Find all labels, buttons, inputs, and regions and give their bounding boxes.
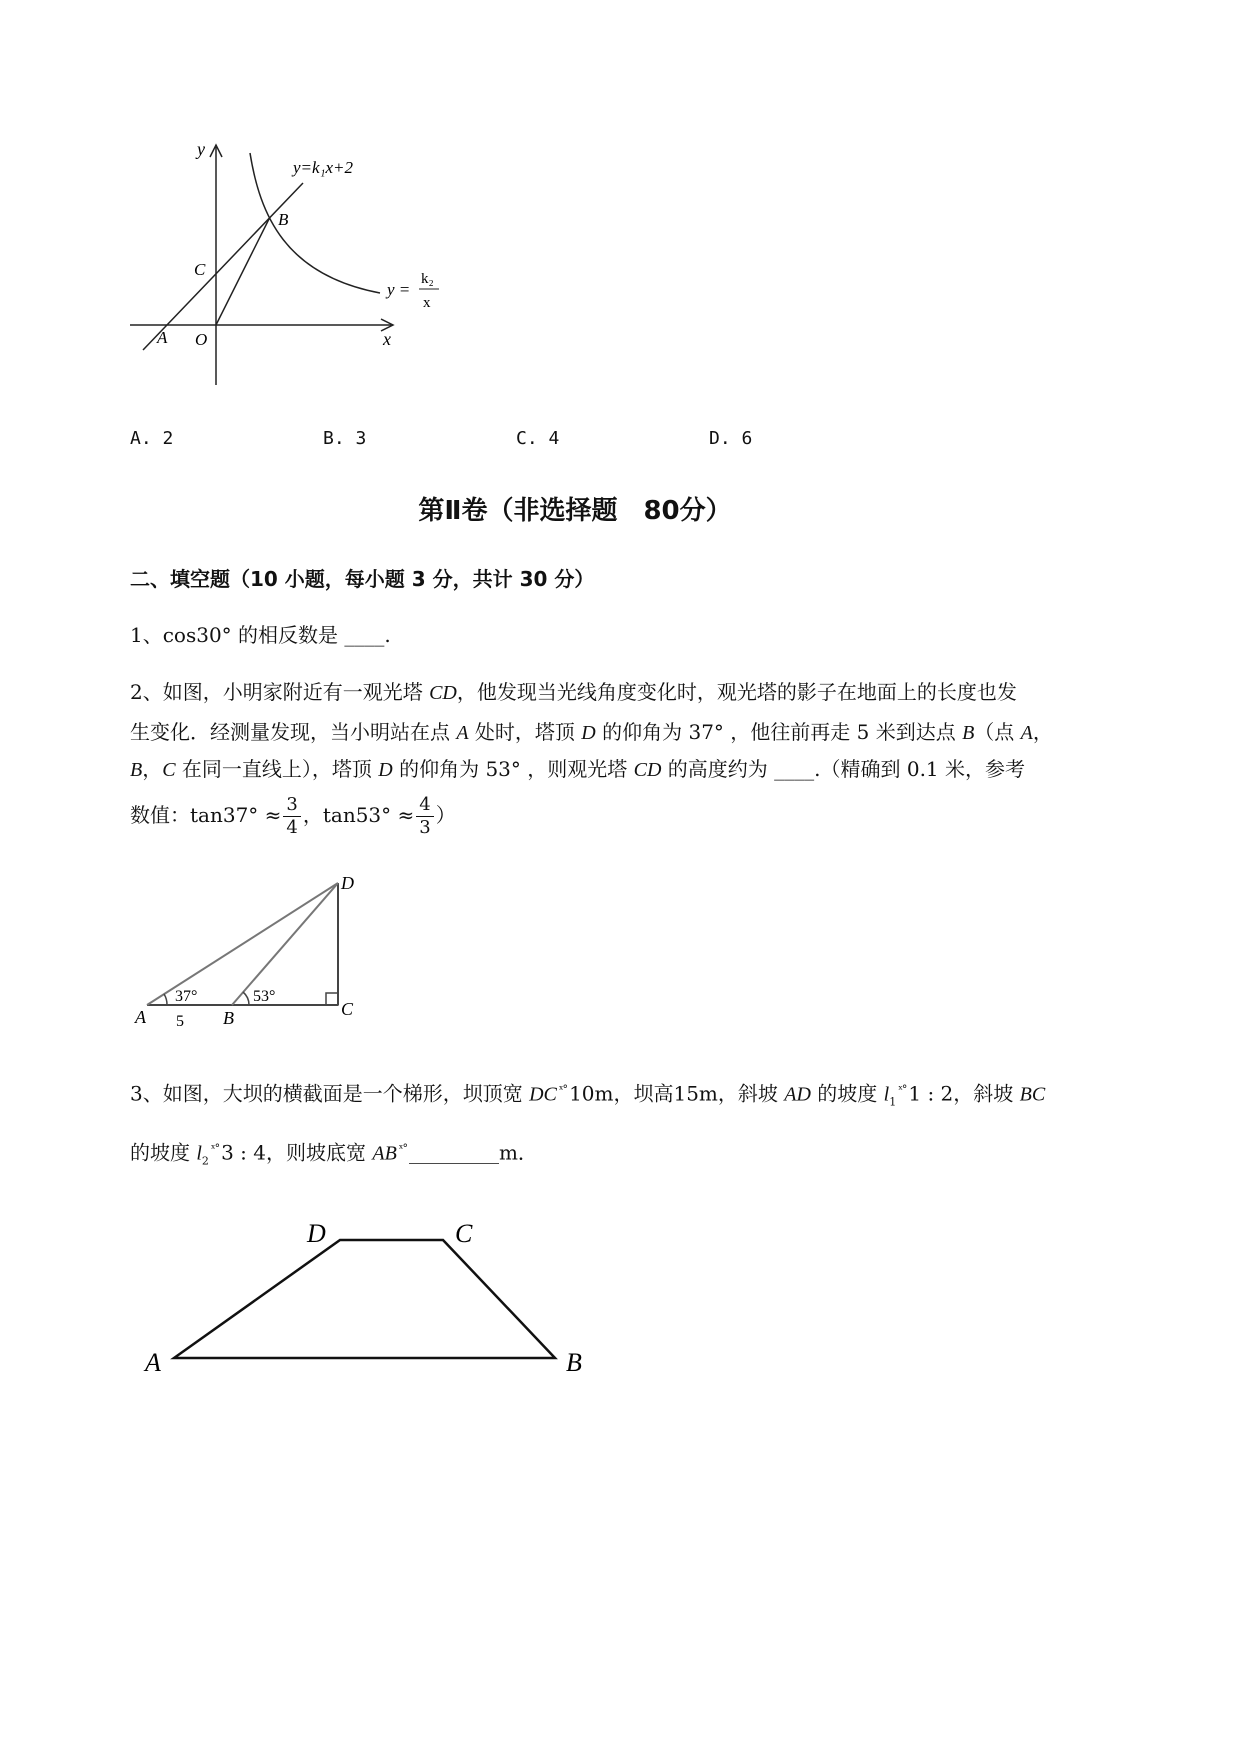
q2-text: ，: [142, 757, 163, 781]
point-C-label: C: [341, 999, 354, 1019]
sightline-AD: [147, 883, 338, 1005]
choice-c-letter: C.: [516, 428, 538, 449]
q2-var: B: [962, 722, 975, 744]
question-2-line-4: [130, 790, 456, 840]
segment-OB: [216, 217, 270, 325]
question-2-line-1: [130, 678, 1017, 707]
choice-d-letter: D.: [709, 428, 731, 449]
q2-text: 处时，塔顶: [468, 720, 582, 744]
point-B-label: B: [278, 210, 289, 229]
fraction-numerator: 4: [416, 794, 433, 817]
q2-var: B: [130, 759, 143, 781]
q2-text: ）: [435, 803, 456, 827]
q3-var: DC: [529, 1083, 557, 1106]
q2-var: CD: [429, 682, 457, 704]
q3-var: l: [883, 1083, 890, 1106]
choice-b: [323, 425, 366, 453]
q3-text: 3 : 4，则坡底宽: [221, 1140, 373, 1165]
q2-text: 生变化．经测量发现，当小明站在点: [130, 720, 457, 744]
figure-3-trapezoid: [140, 1215, 600, 1390]
point-D-label: D: [341, 873, 354, 893]
q3-var: AB: [372, 1142, 397, 1165]
choice-a: [130, 425, 173, 453]
q2-text: ，tan53° ≈: [302, 803, 415, 827]
q3-text: 的坡度: [810, 1081, 884, 1106]
q3-text: _________m．: [408, 1140, 538, 1165]
q2-var: CD: [633, 759, 662, 781]
fraction-3-4: [283, 794, 300, 839]
q2-var: A: [1020, 722, 1033, 744]
x-axis-label: x: [383, 329, 391, 349]
line-equation-label: y=k₁x+2: [293, 158, 353, 177]
fraction-denominator: 3: [419, 817, 431, 838]
q2-text: 在同一直线上），塔顶: [175, 757, 379, 781]
q2-text: （点: [974, 720, 1021, 744]
q3-text: 10m，坝高15m，斜坡: [569, 1081, 785, 1106]
question-2-line-2: [130, 718, 1053, 747]
q2-var: D: [581, 722, 596, 744]
fraction-denominator: 4: [286, 817, 298, 838]
q2-text: 的仰角为 53° ，则观光塔: [392, 757, 634, 781]
question-2-line-3: [130, 755, 1025, 784]
q3-text: 3、如图，大坝的横截面是一个梯形，坝顶宽: [130, 1081, 530, 1106]
point-B-label: B: [223, 1008, 234, 1028]
point-D-label: D: [307, 1219, 326, 1248]
q3-symbol: ˣ°: [398, 1142, 407, 1155]
point-A-label: A: [157, 328, 168, 347]
q3-text: 1 : 2，斜坡: [908, 1081, 1020, 1106]
sightline-BD: [232, 883, 338, 1005]
q2-text: ，他发现当光线角度变化时，观光塔的影子在地面上的长度也发: [456, 680, 1017, 704]
q2-text: 2、如图，小明家附近有一观光塔: [130, 680, 430, 704]
choice-a-value: 2: [162, 428, 174, 449]
q2-text: 的高度约为 ____.（精确到 0.1 米，参考: [661, 757, 1026, 781]
point-A-label: A: [145, 1348, 161, 1377]
fraction-4-3: [416, 794, 433, 839]
y-axis-label: y: [197, 139, 205, 159]
q2-var: D: [378, 759, 393, 781]
choice-c-value: 4: [548, 428, 560, 449]
q3-symbol: ˣ°: [210, 1142, 220, 1155]
choice-b-letter: B.: [323, 428, 345, 449]
right-angle-mark: [326, 993, 338, 1005]
point-A-label: A: [135, 1007, 146, 1027]
question-3-line-1: [130, 1076, 1045, 1117]
q3-var: l: [196, 1142, 202, 1165]
q2-var: C: [162, 759, 176, 781]
fraction-numerator: 3: [283, 794, 300, 817]
choice-a-letter: A.: [130, 428, 152, 449]
point-C-label: C: [194, 260, 206, 279]
point-C-label: C: [455, 1219, 473, 1248]
point-O-label: O: [195, 330, 208, 349]
angle-A-arc: [164, 994, 167, 1005]
figure-2-tower-diagram: [125, 868, 375, 1033]
dam-cross-section: [174, 1240, 555, 1358]
curve-numerator: k₂: [421, 271, 434, 287]
q2-text: 数值：tan37° ≈: [130, 803, 282, 827]
segment-5-label: 5: [176, 1013, 184, 1030]
figure-1-graph: [125, 135, 465, 390]
q2-var: A: [456, 722, 469, 744]
question-3-line-2: [130, 1135, 538, 1176]
q3-subscript: 2: [201, 1154, 209, 1168]
q3-symbol: ˣ°: [558, 1083, 568, 1096]
angle-B-arc: [243, 992, 249, 1005]
choice-d-value: 6: [741, 428, 753, 449]
q3-symbol: ˣ°: [898, 1083, 907, 1096]
choice-b-value: 3: [355, 428, 367, 449]
q3-var: AD: [784, 1083, 811, 1106]
choice-d: [709, 425, 752, 453]
q3-subscript: 1: [889, 1095, 897, 1109]
curve-equation-prefix: y =: [387, 280, 411, 299]
angle-37-label: 37°: [175, 988, 198, 1005]
point-B-label: B: [566, 1348, 582, 1377]
choice-c: [516, 425, 559, 453]
question-1: 1、cos30° 的相反数是 ____.: [130, 623, 391, 647]
angle-53-label: 53°: [253, 988, 276, 1005]
section-title: 第Ⅱ卷（非选择题 80分）: [418, 496, 732, 526]
q2-text: ，: [1032, 720, 1053, 744]
q3-var: BC: [1019, 1083, 1046, 1106]
q2-text: 的仰角为 37° ，他往前再走 5 米到达点: [595, 720, 963, 744]
curve-denominator: x: [423, 295, 431, 311]
q3-text: 的坡度: [130, 1140, 197, 1165]
section-subtitle: 二、填空题（10 小题，每小题 3 分，共计 30 分）: [130, 567, 595, 591]
